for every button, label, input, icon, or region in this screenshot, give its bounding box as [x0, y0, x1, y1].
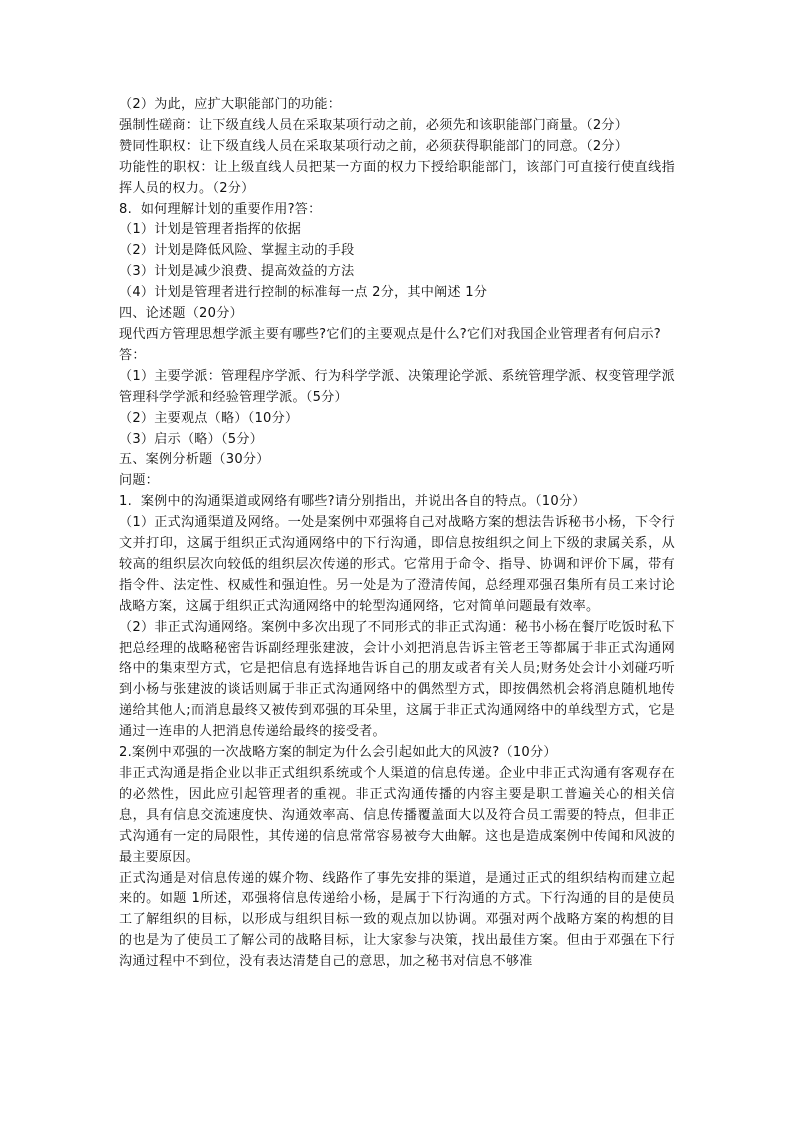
essay-answer-schools: （1）主要学派：管理程序学派、行为科学学派、决策理论学派、系统管理学派、权变管理学派管理科学学派和经验管理学派。（5分）: [119, 368, 675, 405]
section-4-heading: 四、论述题（20分）: [119, 306, 243, 322]
case-answer-formal-communication: 正式沟通是对信息传递的媒介物、线路作了事先安排的渠道，是通过正式的组织结构而建立起来的。如题 1所述，邓强将信息传递给小杨，是属于下行沟通的方式。下行沟通的目的是使员工了解组织的目标，以形成与组织目标一致的观点加以协调。邓强对两个战略方案的构想的目的也是为了使员工了解公司的战略目标，让大家参与决策，找出最佳方案。但由于邓强在下行沟通过程中不到位，没有表达清楚自己的意思，加之秘书对信息不够准: [119, 870, 675, 970]
answer-8-item-3: （3）计划是减少浪费、提高效益的方法: [119, 264, 355, 280]
paragraph-approval-authority: 赞同性职权：让下级直线人员在采取某项行动之前，必须获得职能部门的同意。（2分）: [119, 138, 629, 154]
essay-answer-inspiration: （3）启示（略）（5分）: [119, 431, 264, 447]
question-8-heading: 8. 如何理解计划的重要作用?答：: [119, 201, 322, 217]
case-answer-informal-network: （2）非正式沟通网络。案例中多次出现了不同形式的非正式沟通：秘书小杨在餐厅吃饭时私下把总经理的战略秘密告诉副经理张建波，会计小刘把消息告诉主管老王等都属于非正式沟通网络中的集束型方式，它是把信息有选择地告诉自己的朋友或者有关人员;财务处会计小刘碰巧听到小杨与张建波的谈话则属于非正式沟通网络中的偶然型方式，即按偶然机会将消息随机地传递给其他人;而消息最终又被传到邓强的耳朵里，这属于非正式沟通网络中的单线型方式，它是通过一连串的人把消息传递给最终的接受者。: [119, 619, 675, 740]
document-body: [119, 95, 675, 973]
case-question-2: 2.案例中邓强的一次战略方案的制定为什么会引起如此大的风波?（10分）: [119, 745, 557, 761]
answer-8-item-2: （2）计划是降低风险、掌握主动的手段: [119, 243, 355, 259]
questions-label: 问题：: [119, 473, 160, 489]
case-question-1: 1. 案例中的沟通渠道或网络有哪些?请分别指出，并说出各自的特点。（10分）: [119, 494, 586, 510]
paragraph-mandatory-consultation: 强制性磋商：让下级直线人员在采取某项行动之前，必须先和该职能部门商量。（2分）: [119, 117, 629, 133]
answer-label: 答：: [119, 347, 146, 363]
paragraph-functional-authority: 功能性的职权：让上级直线人员把某一方面的权力下授给职能部门，该部门可直接行使直线指挥人员的权力。（2分）: [119, 159, 675, 196]
essay-question: 现代西方管理思想学派主要有哪些?它们的主要观点是什么?它们对我国企业管理者有何启示?: [119, 326, 662, 342]
paragraph-functional-dept-intro: （2）为此，应扩大职能部门的功能：: [119, 97, 342, 112]
answer-8-item-1: （1）计划是管理者指挥的依据: [119, 222, 302, 238]
answer-8-item-4: （4）计划是管理者进行控制的标准每一点 2分，其中阐述 1分: [119, 285, 488, 301]
case-answer-informal-communication: 非正式沟通是指企业以非正式组织系统或个人渠道的信息传递。企业中非正式沟通有客观存在的必然性，因此应引起管理者的重视。非正式沟通传播的内容主要是职工普遍关心的相关信息，具有信息交流速度快、沟通效率高、信息传播覆盖面大以及符合员工需要的特点，但非正式沟通有一定的局限性，其传递的信息常常容易被夸大曲解。这也是造成案例中传闻和风波的最主要原因。: [119, 766, 675, 865]
essay-answer-viewpoints: （2）主要观点（略）（10分）: [119, 410, 299, 426]
section-5-heading: 五、案例分析题（30分）: [119, 452, 270, 468]
case-answer-formal-channels: （1）正式沟通渠道及网络。一处是案例中邓强将自己对战略方案的想法告诉秘书小杨，下令行文并打印，这属于组织正式沟通网络中的下行沟通，即信息按组织之间上下级的隶属关系，从较高的组织层次向较低的组织层次传递的形式。它常用于命令、指导、协调和评价下属，带有指令件、法定性、权威性和强迫性。另一处是为了澄清传闻，总经理邓强召集所有员工来讨论战略方案，这属于组织正式沟通网络中的轮型沟通网络，它对简单问题最有效率。: [119, 515, 675, 614]
